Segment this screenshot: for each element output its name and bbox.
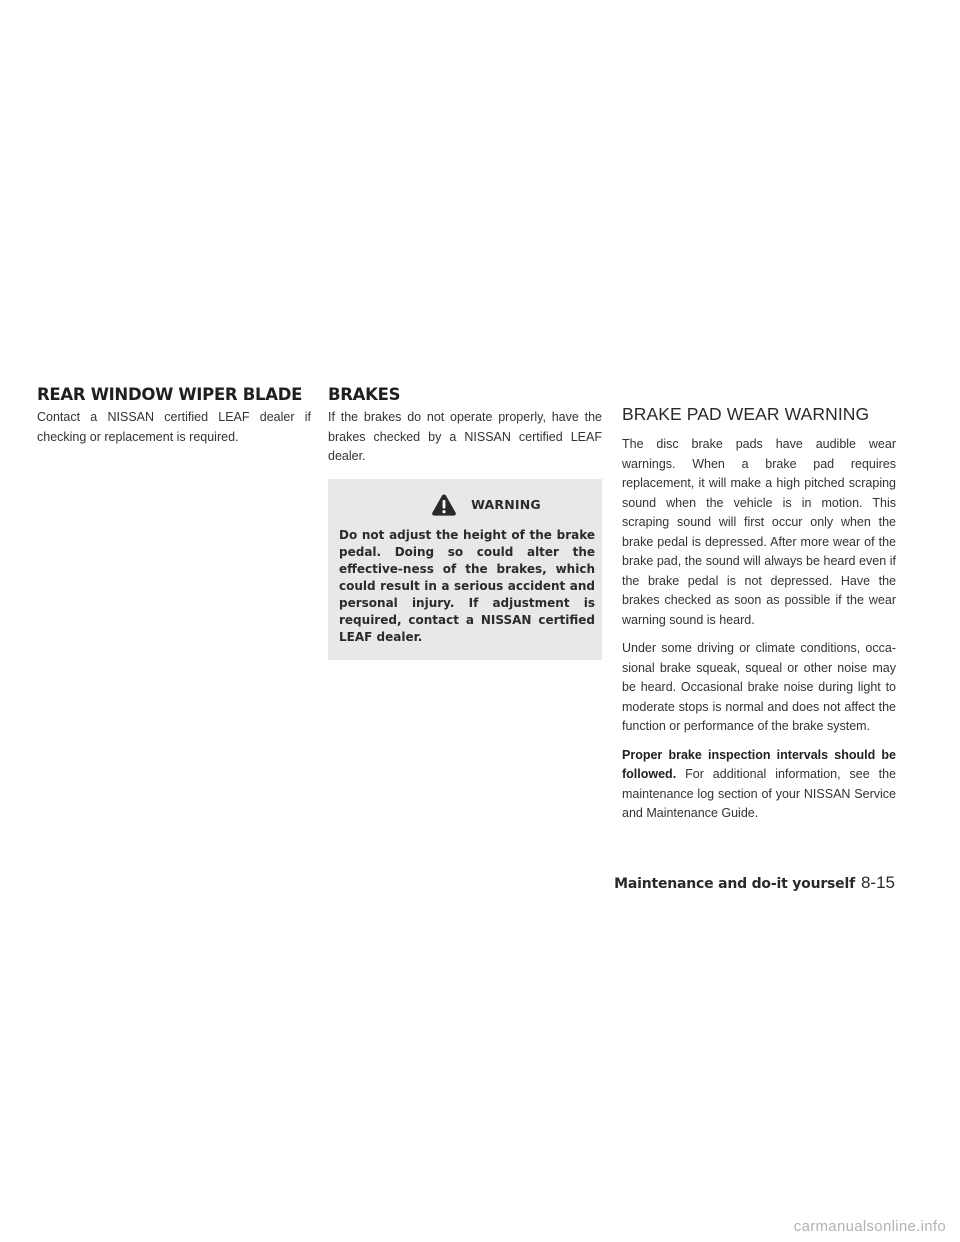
warning-title: WARNING [471, 497, 541, 512]
footer-section-title: Maintenance and do-it yourself [614, 876, 855, 892]
warning-box [328, 479, 602, 660]
brake-pad-paragraph-2: Under some driving or climate conditions, occa-sional brake squeak, squeal or other noise may be heard. Occasional brake noise during light to moderate stops is normal and does not affect the function or performance of the brake system. [622, 641, 896, 733]
rear-wiper-heading: REAR WINDOW WIPER BLADE [37, 385, 303, 404]
brakes-paragraph: If the brakes do not operate properly, have the brakes checked by a NISSAN certified LEAF dealer. [328, 410, 602, 463]
inspection-intervals-emphasis: Proper brake inspection intervals should be followed. [622, 747, 896, 781]
brake-pad-section [622, 404, 896, 833]
watermark: carmanualsonline.info [793, 1218, 946, 1235]
warning-header [339, 493, 595, 517]
warning-text: Do not adjust the height of the brake pedal. Doing so could alter the effective-ness of the brakes, which could result in a serious accident and personal injury. If adjustment is required, contact a NISSAN certified LEAF dealer. [339, 527, 595, 644]
rear-wiper-section [37, 385, 311, 456]
brakes-section [328, 385, 602, 660]
brake-pad-paragraph-3 [622, 746, 896, 824]
warning-triangle-icon [431, 493, 457, 517]
brake-pad-heading: BRAKE PAD WEAR WARNING [622, 404, 870, 424]
page-footer [0, 873, 895, 893]
inspection-intervals-text: For additional information, see the maintenance log section of your NISSAN Service and Maintenance Guide. [622, 767, 896, 820]
rear-wiper-paragraph: Contact a NISSAN certified LEAF dealer if checking or replacement is required. [37, 410, 311, 444]
brake-pad-paragraph-1: The disc brake pads have audible wear warnings. When a brake pad requires replacement, it will make a high pitched scraping sound when the vehicle is in motion. This scraping sound will first occur only when the brake pedal is depressed. After more wear of the brake pad, the sound will always be heard even if the brake pedal is not depressed. Have the brakes checked as soon as possible if the wear warning sound is heard. [622, 437, 896, 627]
brakes-heading: BRAKES [328, 385, 401, 404]
footer-page-number: 8-15 [860, 873, 895, 892]
